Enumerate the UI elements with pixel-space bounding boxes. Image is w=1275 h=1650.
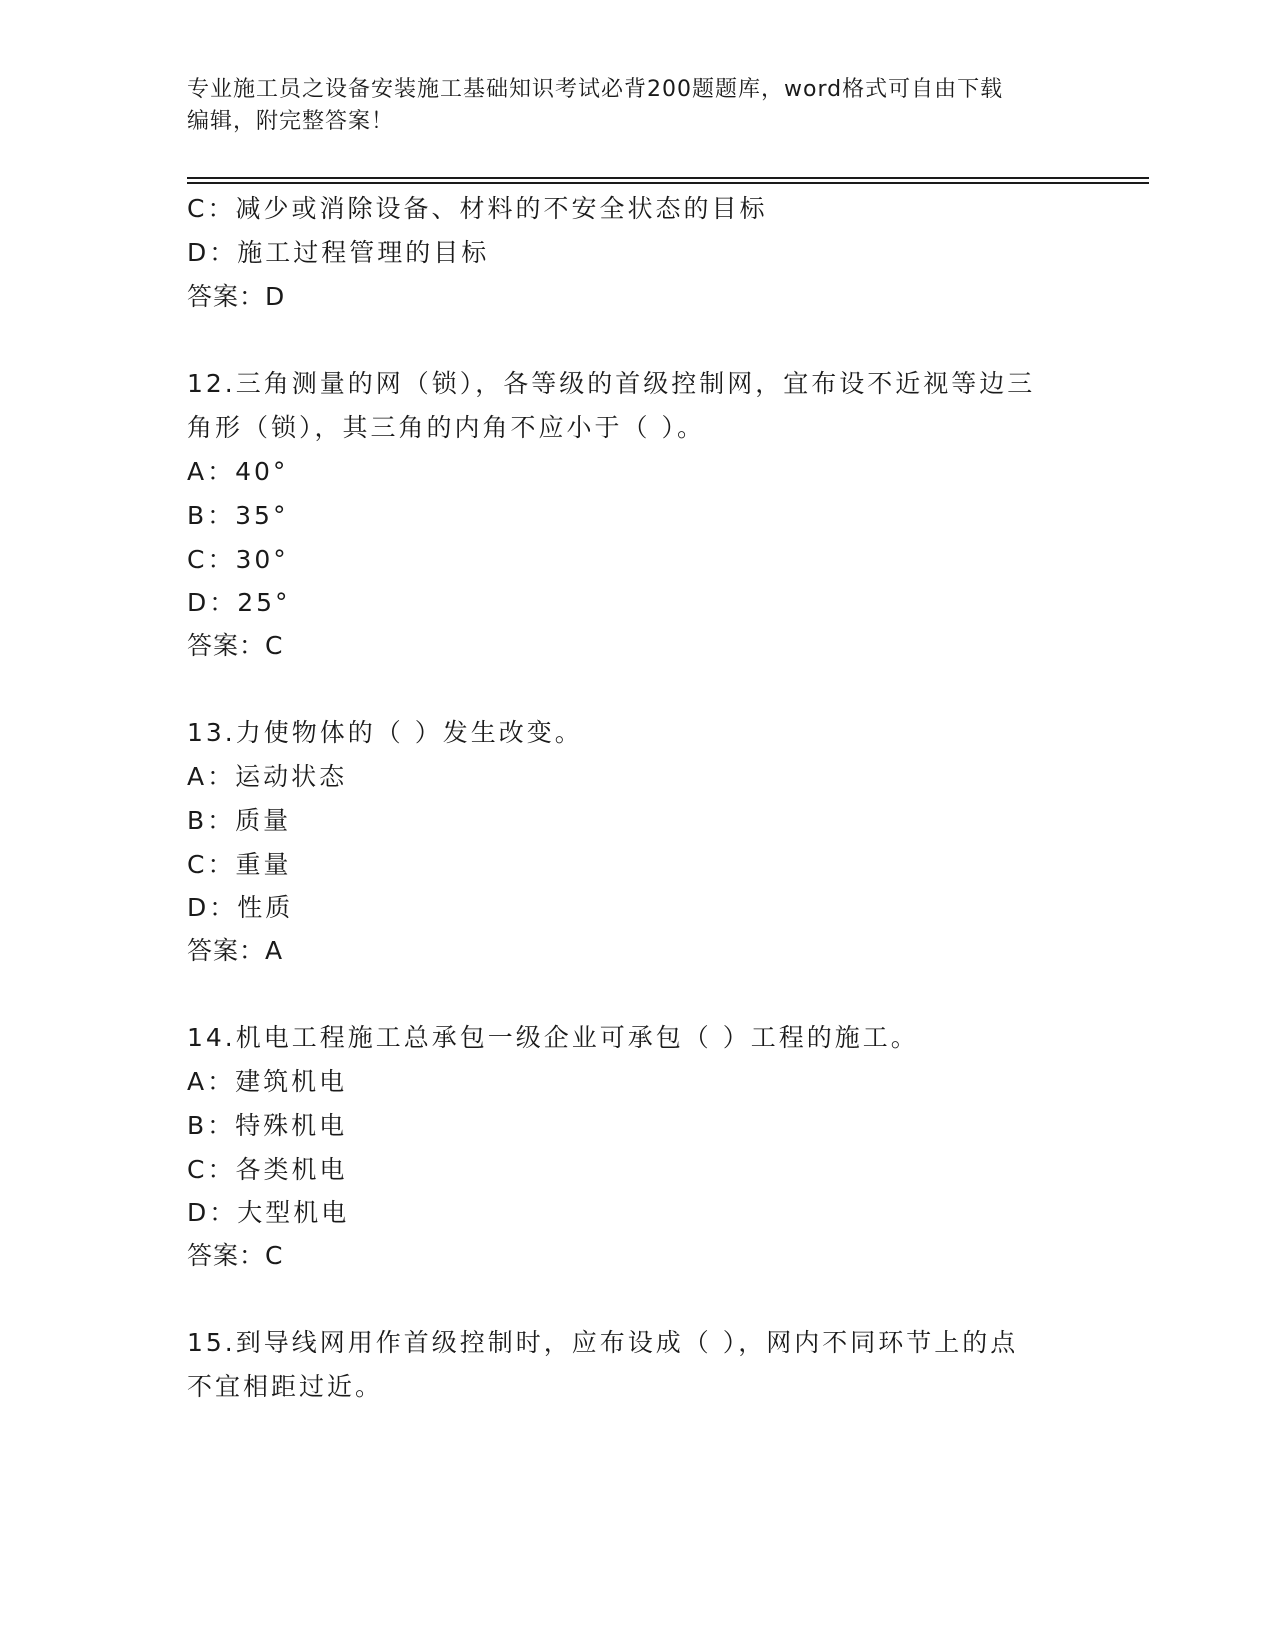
question-14-option-c: C：各类机电 (187, 1155, 348, 1184)
question-14-stem-line-1: 14.机电工程施工总承包一级企业可承包（ ）工程的施工。 (187, 1023, 919, 1052)
question-14-option-a: A：建筑机电 (187, 1067, 348, 1096)
question-13-option-b: B：质量 (187, 806, 292, 835)
question-12-option-c: C：30° (187, 545, 289, 574)
question-14-answer: 答案：C (187, 1241, 284, 1270)
question-14-option-d: D：大型机电 (187, 1198, 350, 1227)
header-divider-bottom (187, 182, 1149, 184)
document-header (187, 74, 1087, 138)
header-title-line-2: 编辑，附完整答案！ (187, 109, 395, 134)
prev-question-answer: 答案：D (187, 282, 286, 311)
question-12-option-b: B：35° (187, 501, 289, 530)
header-divider-top (187, 177, 1149, 179)
question-13-option-a: A：运动状态 (187, 762, 348, 791)
question-12-stem-line-2: 角形（锁），其三角的内角不应小于（ ）。 (187, 413, 705, 442)
prev-question-option-c: C：减少或消除设备、材料的不安全状态的目标 (187, 194, 768, 223)
question-13-option-d: D：性质 (187, 893, 294, 922)
prev-question-option-d: D：施工过程管理的目标 (187, 238, 490, 267)
question-12-option-d: D：25° (187, 588, 291, 617)
question-15-stem-line-1: 15.到导线网用作首级控制时，应布设成（ ），网内不同环节上的点 (187, 1328, 1019, 1357)
question-13-stem-line-1: 13.力使物体的（ ）发生改变。 (187, 718, 583, 747)
question-13-option-c: C：重量 (187, 850, 292, 879)
question-12-answer: 答案：C (187, 631, 284, 660)
question-12-option-a: A：40° (187, 457, 289, 486)
question-13-answer: 答案：A (187, 936, 284, 965)
question-14-option-b: B：特殊机电 (187, 1111, 348, 1140)
question-12-stem-line-1: 12.三角测量的网（锁），各等级的首级控制网，宜布设不近视等边三 (187, 369, 1036, 398)
header-title-line-1: 专业施工员之设备安装施工基础知识考试必背200题题库，word格式可自由下载 (187, 77, 1004, 102)
question-15-stem-line-2: 不宜相距过近。 (187, 1372, 384, 1401)
